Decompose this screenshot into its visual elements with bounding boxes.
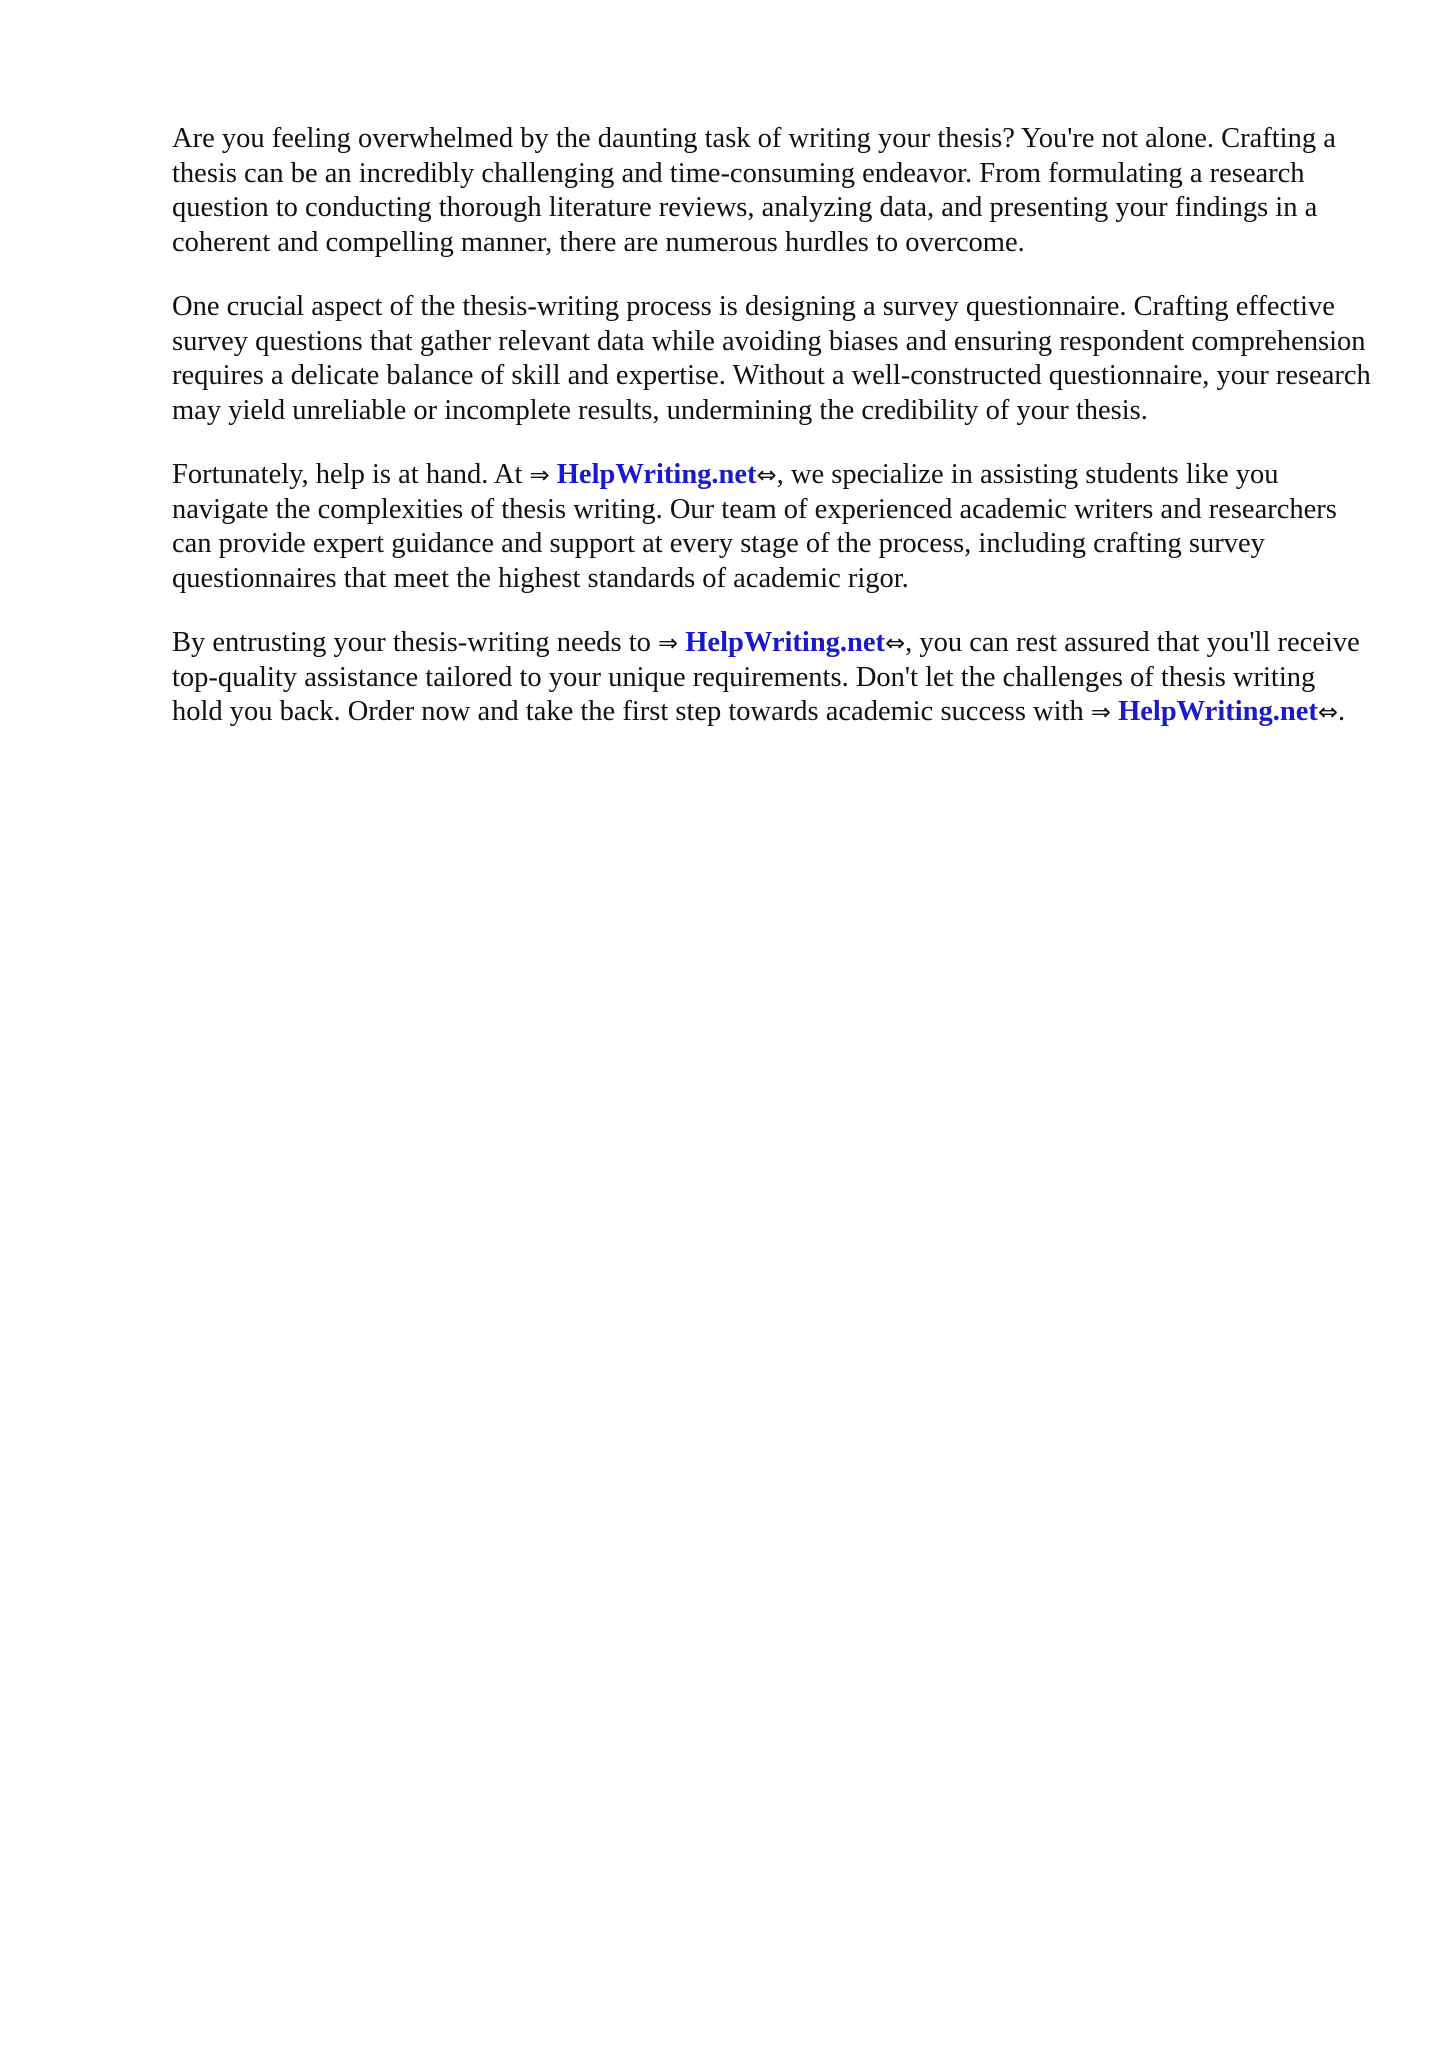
paragraph-survey: One crucial aspect of the thesis-writing process is designing a survey questionnaire. Crafting effective survey questions that gather relevant data while avoiding biases and ensuring respondent comprehension requires a delicate balance of skill and expertise. Without a well-constructed questionnaire, your research may yield unreliable or incomplete results, undermining the credibility of your thesis. [172, 291, 1371, 426]
double-arrow-icon: ⇔ [1317, 698, 1338, 726]
helpwriting-link-1[interactable]: HelpWriting.net [556, 459, 757, 490]
paragraph-entrust [172, 626, 1372, 730]
paragraph-entrust-lead: By entrusting your thesis-writing needs to [172, 627, 659, 658]
right-arrow-icon: ⇒ [1090, 698, 1111, 726]
paragraph-help-rest: , we specialize in assisting students like you navigate the complexities of thesis writing. Our team of experienced academic writers and researchers can provide expert guidance and support at every stage of the process, including crafting survey questionnaires that meet the highest standards of academic rigor. [172, 459, 1337, 594]
paragraph-intro: Are you feeling overwhelmed by the daunting task of writing your thesis? You're not alone. Crafting a thesis can be an incredibly challenging and time-consuming endeavor. From formulating a research question to conducting thorough literature reviews, analyzing data, and presenting your findings in a coherent and compelling manner, there are numerous hurdles to overcome. [172, 123, 1336, 258]
double-arrow-icon: ⇔ [885, 629, 906, 657]
paragraph-entrust-end: . [1337, 696, 1346, 727]
right-arrow-icon: ⇒ [529, 461, 550, 489]
helpwriting-link-3[interactable]: HelpWriting.net [1118, 696, 1318, 727]
paragraph-help [172, 458, 1372, 596]
right-arrow-icon: ⇒ [658, 629, 679, 657]
paragraph-help-lead: Fortunately, help is at hand. At [172, 459, 530, 490]
document-page [172, 122, 1372, 760]
paragraph-entrust-middle: , you can rest assured that you'll receive top-quality assistance tailored to your unique requirements. Don't let the challenges of thesis writing hold you back. Order now and take the first step towards academic success with [172, 627, 1360, 727]
helpwriting-link-2[interactable]: HelpWriting.net [685, 627, 886, 658]
double-arrow-icon: ⇔ [756, 461, 777, 489]
